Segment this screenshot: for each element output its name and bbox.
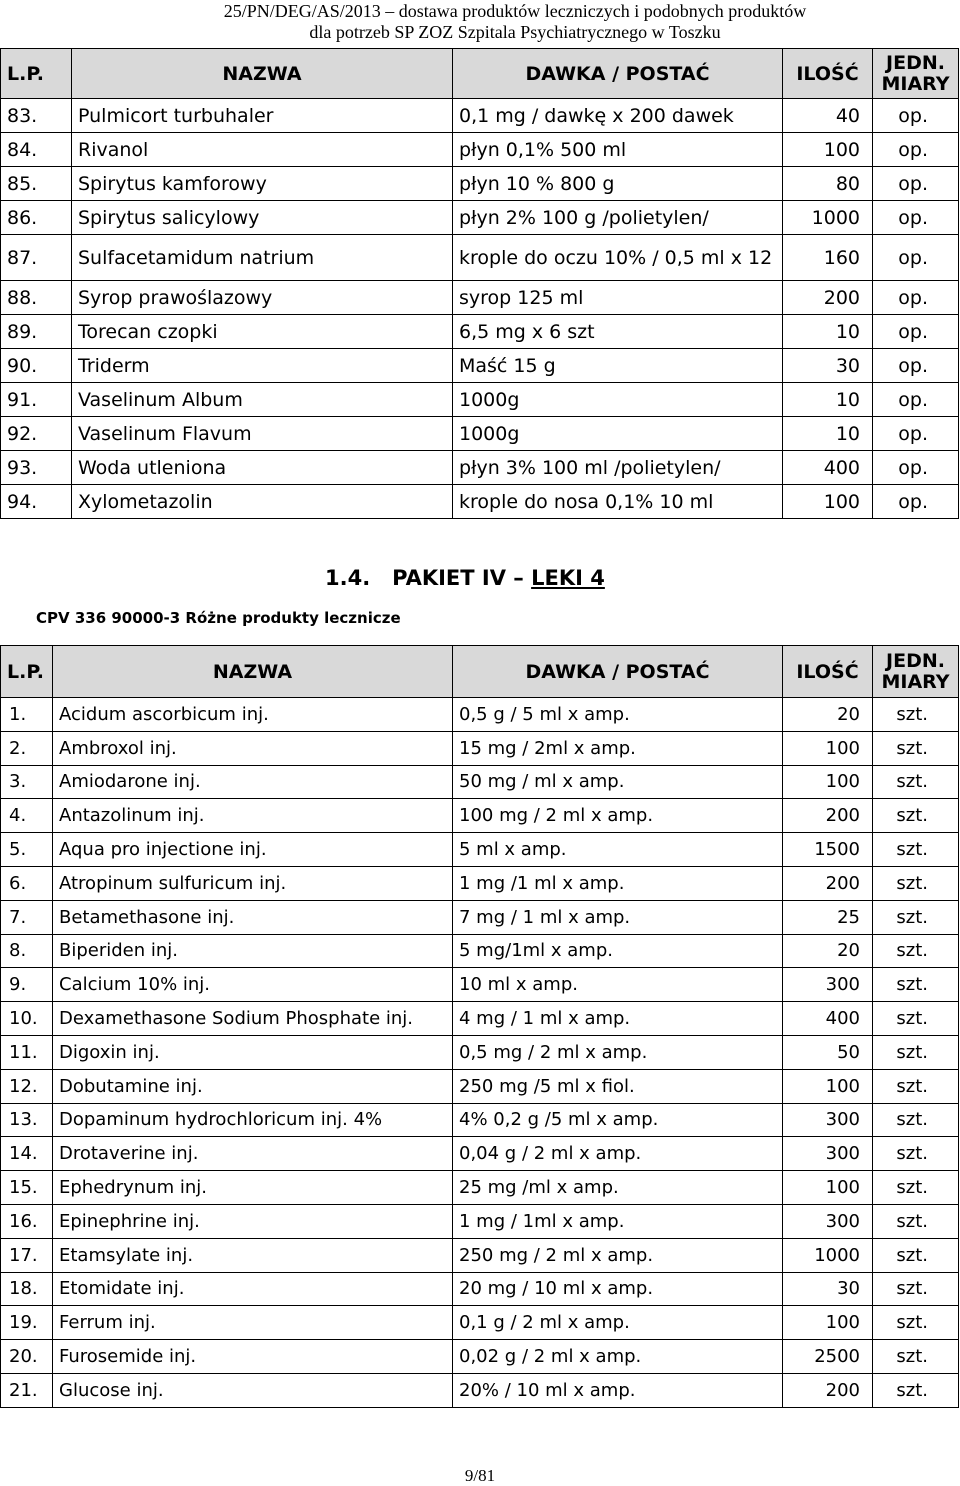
cell-unit: szt. bbox=[873, 698, 959, 732]
cell-qty: 20 bbox=[783, 698, 873, 732]
col-header-name: NAZWA bbox=[72, 49, 453, 99]
cell-unit: szt. bbox=[873, 1103, 959, 1137]
cell-lp: 87. bbox=[1, 235, 72, 281]
cell-lp: 11. bbox=[1, 1035, 53, 1069]
cell-name: Glucose inj. bbox=[53, 1373, 453, 1407]
table-row bbox=[1, 866, 959, 900]
cell-unit: szt. bbox=[873, 731, 959, 765]
cell-dose: krople do nosa 0,1% 10 ml bbox=[453, 485, 783, 519]
cell-lp: 10. bbox=[1, 1002, 53, 1036]
cell-unit: szt. bbox=[873, 1340, 959, 1374]
cell-name: Vaselinum Album bbox=[72, 383, 453, 417]
cell-name: Betamethasone inj. bbox=[53, 900, 453, 934]
table-row bbox=[1, 417, 959, 451]
table-header-row bbox=[1, 646, 959, 698]
cell-name: Epinephrine inj. bbox=[53, 1204, 453, 1238]
col-header-unit-line2: MIARY bbox=[881, 72, 950, 95]
cell-unit: szt. bbox=[873, 1002, 959, 1036]
col-header-qty: ILOŚĆ bbox=[783, 646, 873, 698]
cell-lp: 94. bbox=[1, 485, 72, 519]
cell-dose: krople do oczu 10% / 0,5 ml x 12 bbox=[453, 235, 783, 281]
cell-qty: 200 bbox=[783, 281, 873, 315]
table-row bbox=[1, 934, 959, 968]
col-header-qty: ILOŚĆ bbox=[783, 49, 873, 99]
cell-dose: płyn 0,1% 500 ml bbox=[453, 133, 783, 167]
cell-qty: 2500 bbox=[783, 1340, 873, 1374]
cell-dose: 15 mg / 2ml x amp. bbox=[453, 731, 783, 765]
section-title bbox=[325, 566, 605, 590]
cell-qty: 200 bbox=[783, 1373, 873, 1407]
cell-dose: 50 mg / ml x amp. bbox=[453, 765, 783, 799]
cell-qty: 40 bbox=[783, 99, 873, 133]
page-number: 9/81 bbox=[464, 1466, 496, 1485]
cell-name: Etamsylate inj. bbox=[53, 1238, 453, 1272]
cell-qty: 400 bbox=[783, 1002, 873, 1036]
cell-unit: szt. bbox=[873, 1069, 959, 1103]
table-row bbox=[1, 1340, 959, 1374]
cell-dose: 250 mg /5 ml x fiol. bbox=[453, 1069, 783, 1103]
cell-qty: 10 bbox=[783, 417, 873, 451]
cell-dose: 0,02 g / 2 ml x amp. bbox=[453, 1340, 783, 1374]
table-row bbox=[1, 281, 959, 315]
cell-lp: 85. bbox=[1, 167, 72, 201]
cell-name: Triderm bbox=[72, 349, 453, 383]
table-row bbox=[1, 833, 959, 867]
cell-dose: 100 mg / 2 ml x amp. bbox=[453, 799, 783, 833]
table-row bbox=[1, 235, 959, 281]
cell-qty: 80 bbox=[783, 167, 873, 201]
cell-name: Amiodarone inj. bbox=[53, 765, 453, 799]
cell-lp: 4. bbox=[1, 799, 53, 833]
col-header-lp: L.P. bbox=[1, 49, 72, 99]
cell-unit: op. bbox=[873, 133, 959, 167]
cell-name: Aqua pro injectione inj. bbox=[53, 833, 453, 867]
cell-unit: op. bbox=[873, 167, 959, 201]
table-row bbox=[1, 765, 959, 799]
cell-lp: 7. bbox=[1, 900, 53, 934]
col-header-unit bbox=[873, 49, 959, 99]
cell-name: Digoxin inj. bbox=[53, 1035, 453, 1069]
table-row bbox=[1, 383, 959, 417]
cell-unit: szt. bbox=[873, 1272, 959, 1306]
cell-lp: 8. bbox=[1, 934, 53, 968]
cell-lp: 14. bbox=[1, 1137, 53, 1171]
table-row bbox=[1, 315, 959, 349]
cell-qty: 200 bbox=[783, 866, 873, 900]
table-row bbox=[1, 485, 959, 519]
cell-unit: szt. bbox=[873, 1137, 959, 1171]
cell-name: Vaselinum Flavum bbox=[72, 417, 453, 451]
cell-dose: 0,5 mg / 2 ml x amp. bbox=[453, 1035, 783, 1069]
table-row bbox=[1, 731, 959, 765]
cell-name: Syrop prawoślazowy bbox=[72, 281, 453, 315]
table-row bbox=[1, 1238, 959, 1272]
table-row bbox=[1, 1137, 959, 1171]
cell-lp: 91. bbox=[1, 383, 72, 417]
cell-dose: 1 mg / 1ml x amp. bbox=[453, 1204, 783, 1238]
cell-lp: 93. bbox=[1, 451, 72, 485]
cell-unit: op. bbox=[873, 315, 959, 349]
cell-lp: 86. bbox=[1, 201, 72, 235]
table-row bbox=[1, 1306, 959, 1340]
cell-qty: 160 bbox=[783, 235, 873, 281]
cell-lp: 88. bbox=[1, 281, 72, 315]
cell-unit: op. bbox=[873, 349, 959, 383]
cell-lp: 6. bbox=[1, 866, 53, 900]
cell-dose: Maść 15 g bbox=[453, 349, 783, 383]
cell-dose: 6,5 mg x 6 szt bbox=[453, 315, 783, 349]
table-header-row bbox=[1, 49, 959, 99]
cell-unit: op. bbox=[873, 235, 959, 281]
table-row bbox=[1, 1204, 959, 1238]
cell-name: Biperiden inj. bbox=[53, 934, 453, 968]
col-header-dose: DAWKA / POSTAĆ bbox=[453, 49, 783, 99]
table-row bbox=[1, 1103, 959, 1137]
cell-lp: 2. bbox=[1, 731, 53, 765]
cell-name: Etomidate inj. bbox=[53, 1272, 453, 1306]
cell-qty: 200 bbox=[783, 799, 873, 833]
document-header-line-1: 25/PN/DEG/AS/2013 – dostawa produktów leczniczych i podobnych produktów bbox=[223, 1, 807, 21]
cell-dose: 0,5 g / 5 ml x amp. bbox=[453, 698, 783, 732]
col-header-unit-line2: MIARY bbox=[881, 670, 950, 693]
cell-name: Furosemide inj. bbox=[53, 1340, 453, 1374]
document-header-line-2: dla potrzeb SP ZOZ Szpitala Psychiatrycznego w Toszku bbox=[309, 22, 721, 42]
cell-qty: 25 bbox=[783, 900, 873, 934]
cell-lp: 12. bbox=[1, 1069, 53, 1103]
cell-lp: 19. bbox=[1, 1306, 53, 1340]
cell-name: Dopaminum hydrochloricum inj. 4% bbox=[53, 1103, 453, 1137]
cell-unit: szt. bbox=[873, 799, 959, 833]
cell-lp: 3. bbox=[1, 765, 53, 799]
section-number: 1.4. bbox=[325, 566, 371, 590]
cell-name: Dexamethasone Sodium Phosphate inj. bbox=[53, 1002, 453, 1036]
cell-qty: 30 bbox=[783, 1272, 873, 1306]
cell-qty: 10 bbox=[783, 315, 873, 349]
cell-dose: 10 ml x amp. bbox=[453, 968, 783, 1002]
cell-dose: 1 mg /1 ml x amp. bbox=[453, 866, 783, 900]
cell-unit: szt. bbox=[873, 1171, 959, 1205]
table-row bbox=[1, 451, 959, 485]
cell-unit: op. bbox=[873, 99, 959, 133]
cell-lp: 90. bbox=[1, 349, 72, 383]
cell-unit: szt. bbox=[873, 866, 959, 900]
cell-name: Drotaverine inj. bbox=[53, 1137, 453, 1171]
cell-dose: 1000g bbox=[453, 383, 783, 417]
cell-lp: 5. bbox=[1, 833, 53, 867]
cell-unit: szt. bbox=[873, 1306, 959, 1340]
cell-qty: 20 bbox=[783, 934, 873, 968]
table-row bbox=[1, 99, 959, 133]
cell-qty: 1000 bbox=[783, 201, 873, 235]
table-row bbox=[1, 167, 959, 201]
cell-unit: szt. bbox=[873, 833, 959, 867]
cell-unit: szt. bbox=[873, 934, 959, 968]
cell-dose: syrop 125 ml bbox=[453, 281, 783, 315]
table-row bbox=[1, 900, 959, 934]
cell-qty: 1500 bbox=[783, 833, 873, 867]
cell-lp: 21. bbox=[1, 1373, 53, 1407]
cell-qty: 300 bbox=[783, 968, 873, 1002]
table-row bbox=[1, 1272, 959, 1306]
cell-unit: szt. bbox=[873, 1035, 959, 1069]
cell-dose: 20% / 10 ml x amp. bbox=[453, 1373, 783, 1407]
cell-name: Sulfacetamidum natrium bbox=[72, 235, 453, 281]
cell-unit: szt. bbox=[873, 968, 959, 1002]
cell-unit: szt. bbox=[873, 900, 959, 934]
col-header-dose: DAWKA / POSTAĆ bbox=[453, 646, 783, 698]
cell-unit: op. bbox=[873, 281, 959, 315]
cell-qty: 100 bbox=[783, 1171, 873, 1205]
table-row bbox=[1, 1373, 959, 1407]
cell-name: Xylometazolin bbox=[72, 485, 453, 519]
table-row bbox=[1, 201, 959, 235]
cell-qty: 30 bbox=[783, 349, 873, 383]
cell-qty: 100 bbox=[783, 485, 873, 519]
cell-unit: op. bbox=[873, 201, 959, 235]
cell-name: Atropinum sulfuricum inj. bbox=[53, 866, 453, 900]
cell-qty: 100 bbox=[783, 731, 873, 765]
cell-lp: 92. bbox=[1, 417, 72, 451]
cell-lp: 1. bbox=[1, 698, 53, 732]
table-row bbox=[1, 133, 959, 167]
cell-lp: 84. bbox=[1, 133, 72, 167]
cell-dose: 1000g bbox=[453, 417, 783, 451]
cell-name: Acidum ascorbicum inj. bbox=[53, 698, 453, 732]
cell-qty: 100 bbox=[783, 1069, 873, 1103]
section-pakiet: PAKIET IV – bbox=[392, 566, 524, 590]
cell-qty: 100 bbox=[783, 133, 873, 167]
cell-dose: 0,1 mg / dawkę x 200 dawek bbox=[453, 99, 783, 133]
cell-dose: 0,04 g / 2 ml x amp. bbox=[453, 1137, 783, 1171]
products-table-1 bbox=[0, 48, 959, 519]
cell-qty: 100 bbox=[783, 765, 873, 799]
cell-qty: 300 bbox=[783, 1103, 873, 1137]
cell-dose: 25 mg /ml x amp. bbox=[453, 1171, 783, 1205]
cell-name: Ephedrynum inj. bbox=[53, 1171, 453, 1205]
cell-lp: 13. bbox=[1, 1103, 53, 1137]
cell-qty: 100 bbox=[783, 1306, 873, 1340]
cell-name: Antazolinum inj. bbox=[53, 799, 453, 833]
cell-unit: op. bbox=[873, 485, 959, 519]
cell-dose: 4% 0,2 g /5 ml x amp. bbox=[453, 1103, 783, 1137]
cell-lp: 18. bbox=[1, 1272, 53, 1306]
cell-qty: 50 bbox=[783, 1035, 873, 1069]
cell-qty: 10 bbox=[783, 383, 873, 417]
cell-unit: szt. bbox=[873, 1238, 959, 1272]
cell-qty: 1000 bbox=[783, 1238, 873, 1272]
cell-name: Ferrum inj. bbox=[53, 1306, 453, 1340]
cell-name: Pulmicort turbuhaler bbox=[72, 99, 453, 133]
cell-name: Rivanol bbox=[72, 133, 453, 167]
cell-name: Dobutamine inj. bbox=[53, 1069, 453, 1103]
col-header-lp: L.P. bbox=[1, 646, 53, 698]
cell-unit: op. bbox=[873, 417, 959, 451]
cell-lp: 15. bbox=[1, 1171, 53, 1205]
cell-name: Spirytus salicylowy bbox=[72, 201, 453, 235]
cell-dose: 5 ml x amp. bbox=[453, 833, 783, 867]
cell-lp: 16. bbox=[1, 1204, 53, 1238]
table-row bbox=[1, 1171, 959, 1205]
cell-dose: 5 mg/1ml x amp. bbox=[453, 934, 783, 968]
cell-unit: szt. bbox=[873, 1373, 959, 1407]
cell-unit: op. bbox=[873, 451, 959, 485]
cell-qty: 300 bbox=[783, 1137, 873, 1171]
cell-unit: szt. bbox=[873, 1204, 959, 1238]
cell-lp: 89. bbox=[1, 315, 72, 349]
cell-dose: 0,1 g / 2 ml x amp. bbox=[453, 1306, 783, 1340]
cell-dose: 7 mg / 1 ml x amp. bbox=[453, 900, 783, 934]
cell-dose: 4 mg / 1 ml x amp. bbox=[453, 1002, 783, 1036]
col-header-unit bbox=[873, 646, 959, 698]
cell-dose: 20 mg / 10 ml x amp. bbox=[453, 1272, 783, 1306]
cell-name: Torecan czopki bbox=[72, 315, 453, 349]
col-header-name: NAZWA bbox=[53, 646, 453, 698]
cell-lp: 17. bbox=[1, 1238, 53, 1272]
cell-lp: 9. bbox=[1, 968, 53, 1002]
col-header-unit-line1: JEDN. bbox=[886, 649, 945, 672]
products-table-2 bbox=[0, 645, 959, 1408]
cpv-code: CPV 336 90000-3 Różne produkty lecznicze bbox=[36, 609, 401, 627]
cell-qty: 300 bbox=[783, 1204, 873, 1238]
cell-qty: 400 bbox=[783, 451, 873, 485]
table-row bbox=[1, 799, 959, 833]
cell-unit: op. bbox=[873, 383, 959, 417]
cell-lp: 20. bbox=[1, 1340, 53, 1374]
table-row bbox=[1, 1002, 959, 1036]
table-row bbox=[1, 698, 959, 732]
cell-dose: płyn 2% 100 g /polietylen/ bbox=[453, 201, 783, 235]
table-row bbox=[1, 968, 959, 1002]
cell-name: Calcium 10% inj. bbox=[53, 968, 453, 1002]
table-row bbox=[1, 1035, 959, 1069]
cell-name: Woda utleniona bbox=[72, 451, 453, 485]
col-header-unit-line1: JEDN. bbox=[886, 51, 945, 74]
cell-dose: 250 mg / 2 ml x amp. bbox=[453, 1238, 783, 1272]
cell-unit: szt. bbox=[873, 765, 959, 799]
cell-dose: płyn 10 % 800 g bbox=[453, 167, 783, 201]
table-row bbox=[1, 1069, 959, 1103]
cell-name: Ambroxol inj. bbox=[53, 731, 453, 765]
cell-dose: płyn 3% 100 ml /polietylen/ bbox=[453, 451, 783, 485]
cell-name: Spirytus kamforowy bbox=[72, 167, 453, 201]
section-leki: LEKI 4 bbox=[531, 566, 605, 590]
table-row bbox=[1, 349, 959, 383]
cell-lp: 83. bbox=[1, 99, 72, 133]
